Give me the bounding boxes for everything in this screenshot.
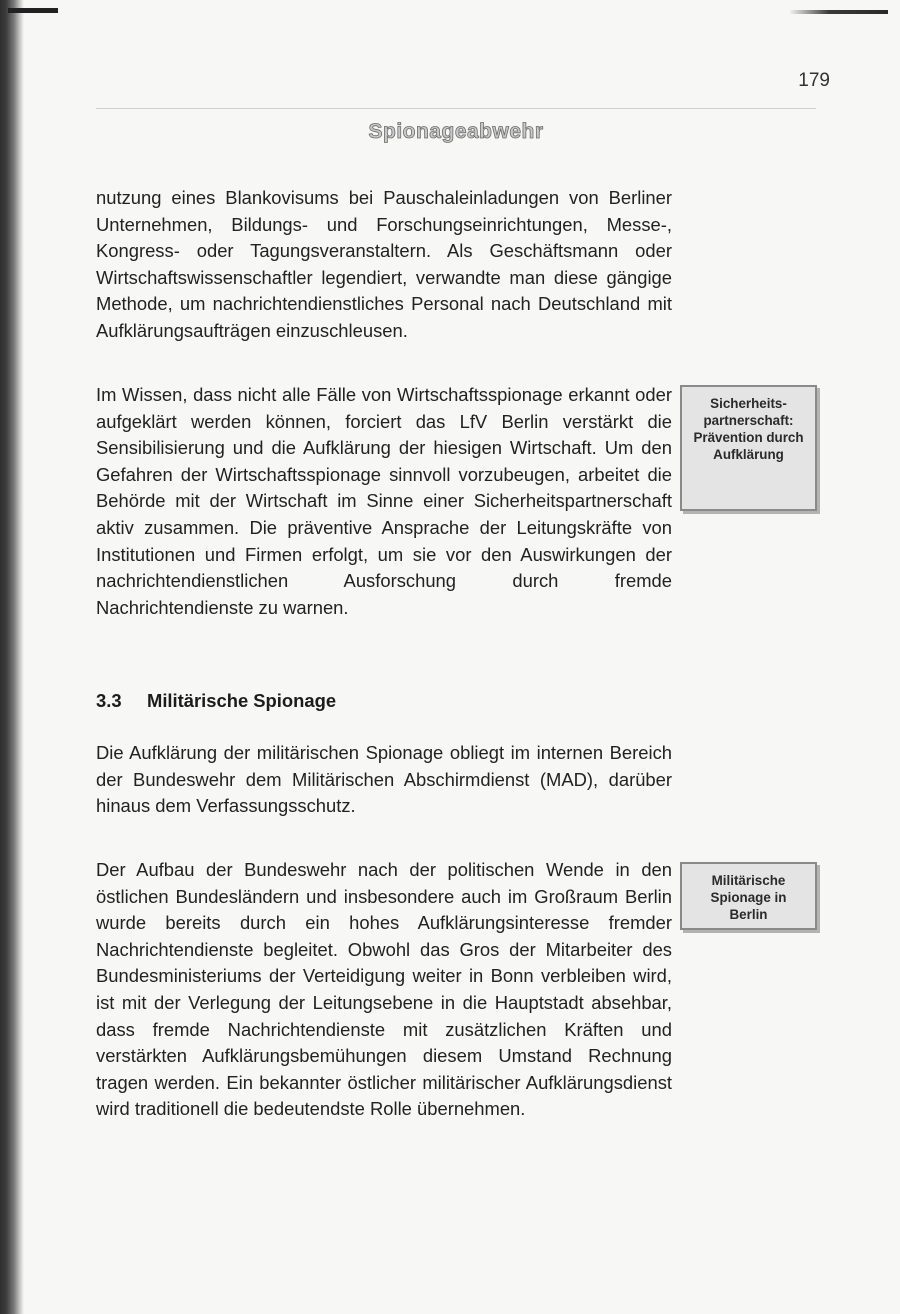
paragraph-1: nutzung eines Blankovisums bei Pauschaleinladungen von Berliner Unternehmen, Bildungs- und Forschungseinrichtungen, Messe-, Kongress- oder Tagungsveranstaltern. Als Geschäftsmann oder Wirtschaftswissenschaftler legendiert, verwandte man diese gängige Methode, um nachrichtendienstliches Personal nach Deutschland mit Aufklärungsaufträgen einzuschleusen. [96,187,672,341]
running-head: Spionageabwehr [368,120,544,143]
section-number: 3.3 [96,690,122,711]
section-title: Militärische Spionage [147,690,337,711]
paragraph-3: Die Aufklärung der militärischen Spionage obliegt im internen Bereich der Bundeswehr dem Militärischen Abschirmdienst (MAD), darüber hinaus dem Verfassungsschutz. [96,742,672,817]
margin-note-line: Militärische [711,873,786,888]
scan-binding-edge [0,0,24,1314]
paragraph-2: Im Wissen, dass nicht alle Fälle von Wirtschaftsspionage erkannt oder aufgeklärt werden können, forciert das LfV Berlin verstärkt die Sensibilisierung und die Aufklärung der hiesigen Wirtschaft. Um den Gefahren der Wirtschaftsspionage sinnvoll vorzubeugen, arbeitet die Behörde mit der Wirtschaft im Sinne einer Sicherheitspartnerschaft aktiv zusammen. Die präventive Ansprache der Leitungskräfte von Institutionen und Firmen erfolgt, um sie vor den Auswirkungen der nachrichtendienstlichen Ausforschung durch fremde Nachrichtendienste zu warnen. [96,384,672,618]
margin-note-line: Sicherheits- [710,396,787,411]
header-rule [96,108,816,109]
margin-note-line: Berlin [729,907,768,922]
crop-mark-top-right [790,10,888,14]
margin-note-line: Spionage in [710,890,787,905]
section-heading [96,690,596,712]
page-number: 179 [798,70,830,91]
crop-mark-top-left [8,8,58,13]
margin-note-military-espionage [680,862,817,930]
paragraph-4: Der Aufbau der Bundeswehr nach der politischen Wende in den östlichen Bundesländern und insbesondere auch im Großraum Berlin wurde bereits durch ein hohes Aufklärungsinteresse fremder Nachrichtendienste begleitet. Obwohl das Gros der Mitarbeiter des Bundesministeriums der Verteidigung weiter in Bonn verbleiben wird, ist mit der Verlegung der Leitungsebene in die Hauptstadt absehbar, dass fremde Nachrichtendienste mit zusätzlichen Kräften und verstärkten Aufklärungsbemühungen diesem Umstand Rechnung tragen werden. Ein bekannter östlicher militärischer Aufklärungsdienst wird traditionell die bedeutendste Rolle übernehmen. [96,859,672,1120]
margin-note-line: Prävention durch [693,430,804,445]
margin-note-security-partnership [680,385,817,511]
margin-note-line: partnerschaft: [703,413,794,428]
margin-note-line: Aufklärung [713,447,784,462]
